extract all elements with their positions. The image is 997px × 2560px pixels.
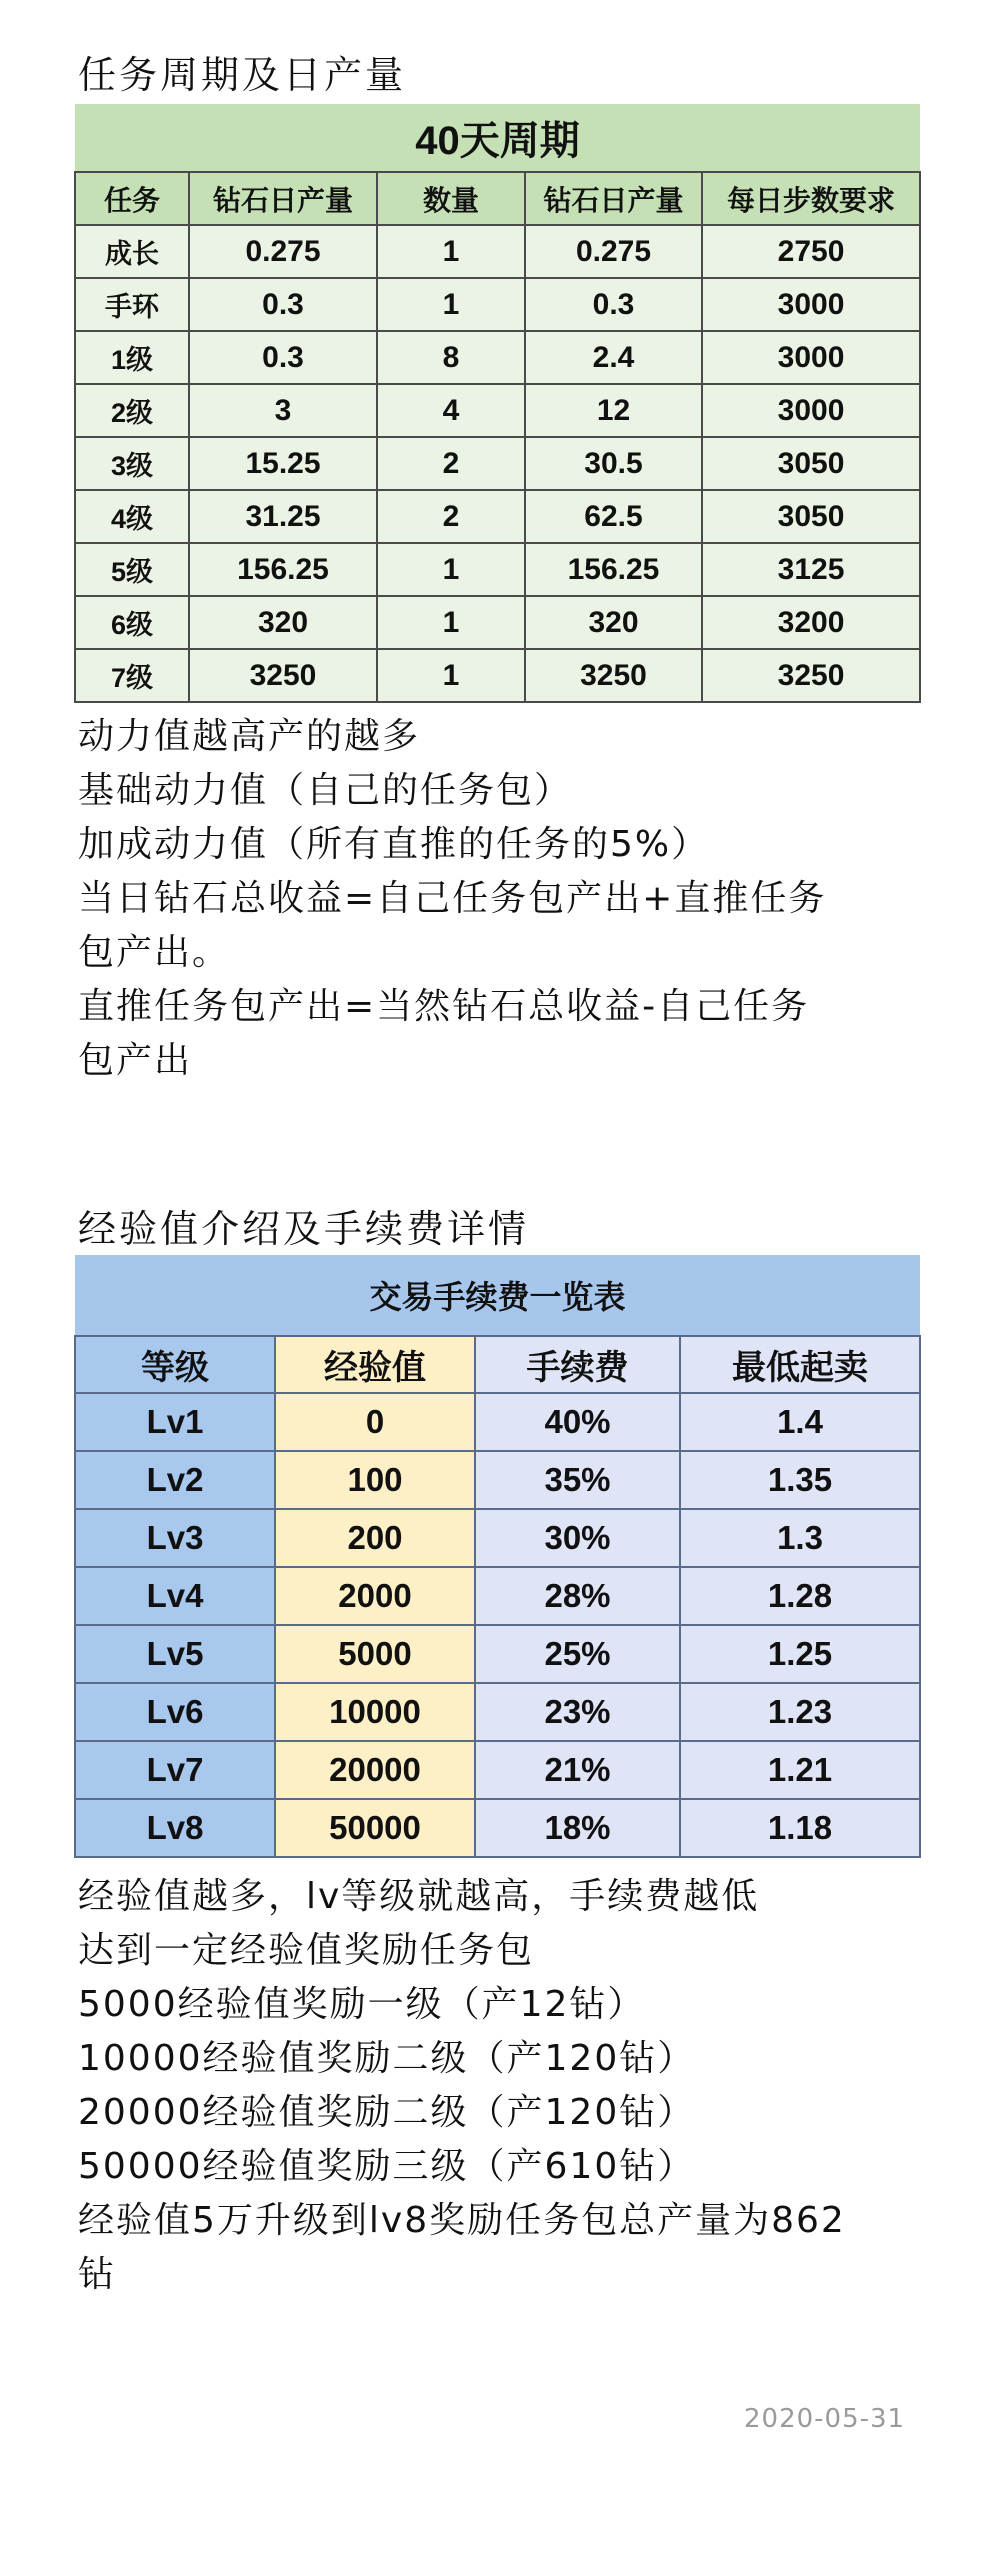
table-cell: 1.28 (680, 1567, 920, 1625)
table-cell: 1级 (75, 331, 189, 384)
table-title: 交易手续费一览表 (75, 1255, 920, 1336)
table-cell: 30% (475, 1509, 680, 1567)
column-header: 最低起卖 (680, 1336, 920, 1393)
section-title-task-cycle: 任务周期及日产量 (78, 53, 407, 97)
table-cell: 320 (525, 596, 702, 649)
table-cell: 3050 (702, 437, 920, 490)
table-cell: 5级 (75, 543, 189, 596)
table-cell: Lv8 (75, 1799, 275, 1857)
column-header: 手续费 (475, 1336, 680, 1393)
table-cell: 31.25 (189, 490, 377, 543)
column-header: 钻石日产量 (525, 172, 702, 225)
table-cell: 1.23 (680, 1683, 920, 1741)
note-line: 钻 (78, 2254, 117, 2295)
note-line: 包产出。 (78, 932, 231, 973)
note-line: 10000经验值奖励二级（产120钻） (78, 2038, 696, 2079)
table-cell: 3050 (702, 490, 920, 543)
table-cell: 1.3 (680, 1509, 920, 1567)
table-cell: 6级 (75, 596, 189, 649)
table-row (75, 543, 920, 596)
table-row (75, 1799, 920, 1857)
table-cell: 4级 (75, 490, 189, 543)
table-cell: 3 (189, 384, 377, 437)
table-cell: 手环 (75, 278, 189, 331)
table-cell: 8 (377, 331, 525, 384)
table-cell: 3200 (702, 596, 920, 649)
date-stamp: 2020-05-31 (744, 2404, 906, 2434)
table-cell: 成长 (75, 225, 189, 278)
table-cell: 1 (377, 596, 525, 649)
column-header: 数量 (377, 172, 525, 225)
table-cell: 12 (525, 384, 702, 437)
table-row (75, 1683, 920, 1741)
table-cell: 4 (377, 384, 525, 437)
table-cell: 0.3 (189, 331, 377, 384)
note-line: 包产出 (78, 1040, 193, 1081)
table-cell: 2 (377, 490, 525, 543)
table-cell: 1 (377, 543, 525, 596)
table-cell: 1 (377, 649, 525, 702)
table-cell: 0.275 (525, 225, 702, 278)
table-cell: 50000 (275, 1799, 475, 1857)
table-cell: 0.3 (189, 278, 377, 331)
table-cell: 3250 (189, 649, 377, 702)
table-cell: Lv2 (75, 1451, 275, 1509)
table-cell: 100 (275, 1451, 475, 1509)
column-header: 经验值 (275, 1336, 475, 1393)
table-cell: 18% (475, 1799, 680, 1857)
table-cell: 7级 (75, 649, 189, 702)
table-cell: 1.35 (680, 1451, 920, 1509)
table-row (75, 384, 920, 437)
note-line: 加成动力值（所有直推的任务的5%） (78, 824, 710, 865)
column-header: 钻石日产量 (189, 172, 377, 225)
table-cell: 320 (189, 596, 377, 649)
note-line: 经验值5万升级到lv8奖励任务包总产量为862 (78, 2200, 846, 2241)
table-cell: 0.3 (525, 278, 702, 331)
table-cell: 3250 (702, 649, 920, 702)
table-cell: 3250 (525, 649, 702, 702)
table-cell: Lv6 (75, 1683, 275, 1741)
table-row (75, 1451, 920, 1509)
table-cell: 20000 (275, 1741, 475, 1799)
table-cell: 25% (475, 1625, 680, 1683)
table-row (75, 278, 920, 331)
table-cell: 28% (475, 1567, 680, 1625)
column-header: 任务 (75, 172, 189, 225)
table-row (75, 1509, 920, 1567)
note-line: 达到一定经验值奖励任务包 (78, 1930, 535, 1971)
table-cell: 10000 (275, 1683, 475, 1741)
table-cell: Lv5 (75, 1625, 275, 1683)
table-cell: 156.25 (189, 543, 377, 596)
experience-notes (78, 1870, 938, 2302)
note-line: 经验值越多，lv等级就越高，手续费越低 (78, 1876, 760, 1917)
table-cell: 23% (475, 1683, 680, 1741)
table-row (75, 649, 920, 702)
note-line: 当日钻石总收益=自己任务包产出+直推任务 (78, 878, 827, 919)
note-line: 基础动力值（自己的任务包） (78, 770, 573, 811)
table-row (75, 1741, 920, 1799)
table-cell: 3000 (702, 278, 920, 331)
power-notes (78, 710, 938, 1088)
note-line: 5000经验值奖励一级（产12钻） (78, 1984, 646, 2025)
table-cell: 3000 (702, 331, 920, 384)
table-cell: 200 (275, 1509, 475, 1567)
note-line: 动力值越高产的越多 (78, 716, 421, 757)
table-row (75, 1567, 920, 1625)
table-cell: 30.5 (525, 437, 702, 490)
table-row (75, 225, 920, 278)
table-cell: 2 (377, 437, 525, 490)
table-cell: 2000 (275, 1567, 475, 1625)
table-header-row (75, 172, 920, 225)
note-line: 20000经验值奖励二级（产120钻） (78, 2092, 696, 2133)
table-cell: 0.275 (189, 225, 377, 278)
section-title-experience-fee: 经验值介绍及手续费详情 (78, 1207, 530, 1251)
table-cell: 40% (475, 1393, 680, 1451)
table-row (75, 596, 920, 649)
table-cell: 156.25 (525, 543, 702, 596)
fee-table (74, 1255, 921, 1858)
task-cycle-table (74, 104, 921, 703)
table-cell: Lv3 (75, 1509, 275, 1567)
table-title: 40天周期 (75, 104, 920, 172)
table-row (75, 437, 920, 490)
table-cell: 1.25 (680, 1625, 920, 1683)
table-cell: Lv4 (75, 1567, 275, 1625)
table-cell: 3级 (75, 437, 189, 490)
table-row (75, 1625, 920, 1683)
table-cell: 3125 (702, 543, 920, 596)
table-cell: 1 (377, 225, 525, 278)
note-line: 50000经验值奖励三级（产610钻） (78, 2146, 696, 2187)
column-header: 每日步数要求 (702, 172, 920, 225)
table-header-row (75, 1336, 920, 1393)
table-cell: 62.5 (525, 490, 702, 543)
table-cell: 1.18 (680, 1799, 920, 1857)
note-line: 直推任务包产出=当然钻石总收益-自己任务 (78, 986, 810, 1027)
table-cell: Lv7 (75, 1741, 275, 1799)
table-cell: 2级 (75, 384, 189, 437)
column-header: 等级 (75, 1336, 275, 1393)
table-row (75, 1393, 920, 1451)
table-row (75, 490, 920, 543)
table-cell: 5000 (275, 1625, 475, 1683)
table-cell: 35% (475, 1451, 680, 1509)
table-cell: 3000 (702, 384, 920, 437)
table-cell: 15.25 (189, 437, 377, 490)
table-cell: 2750 (702, 225, 920, 278)
table-cell: Lv1 (75, 1393, 275, 1451)
table-cell: 1.4 (680, 1393, 920, 1451)
table-row (75, 331, 920, 384)
table-cell: 21% (475, 1741, 680, 1799)
table-cell: 1 (377, 278, 525, 331)
table-cell: 0 (275, 1393, 475, 1451)
table-cell: 1.21 (680, 1741, 920, 1799)
table-cell: 2.4 (525, 331, 702, 384)
